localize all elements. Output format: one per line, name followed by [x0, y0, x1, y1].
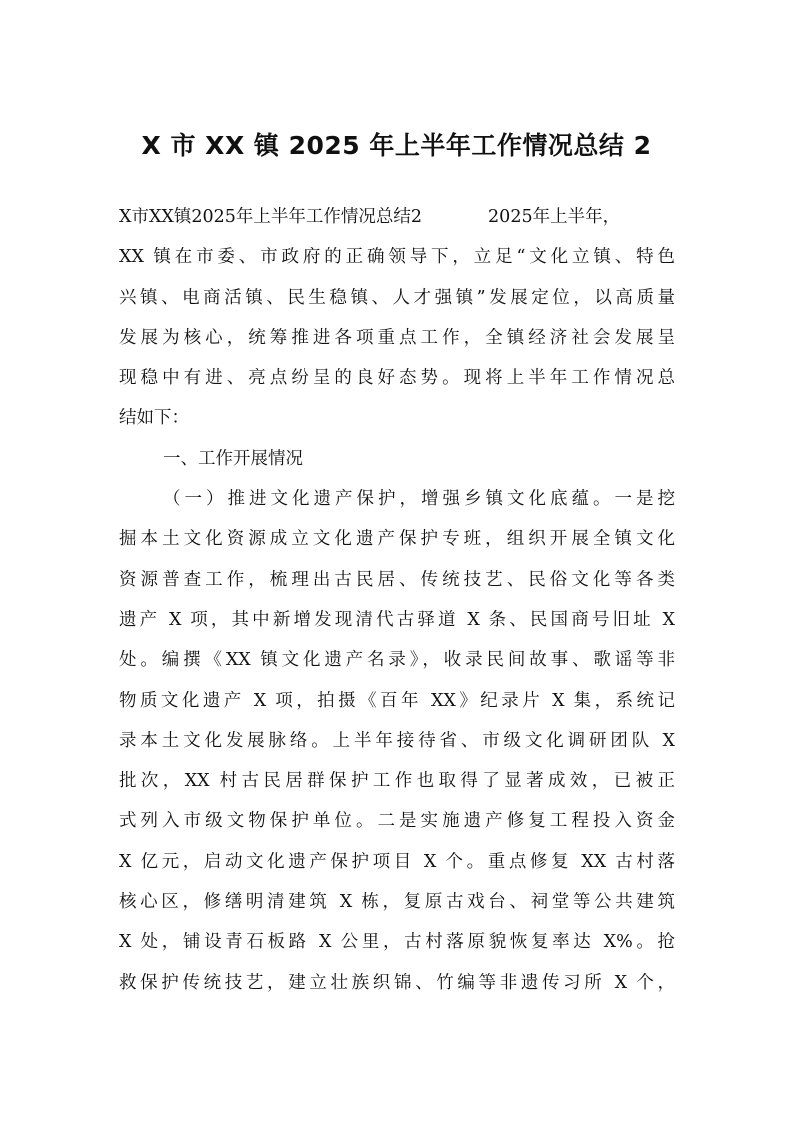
section-heading: 一、工作开展情况: [163, 448, 303, 469]
paragraph-line: 发展为核心，统筹推进各项重点工作，全镇经济社会发展呈: [119, 327, 675, 348]
paragraph-line: [119, 197, 675, 237]
paragraph-line: 式列入市级文物保护单位。二是实施遗产修复工程投入资金: [119, 811, 675, 832]
paragraph-line: 兴镇、电商活镇、民生稳镇、人才强镇”发展定位，以高质量: [119, 287, 675, 308]
intro-lead: X市XX镇2025年上半年工作情况总结2: [119, 207, 423, 227]
document-title: X 市 XX 镇 2025 年上半年工作情况总结 2: [141, 131, 652, 160]
paragraph-line: 处。编撰《XX 镇文化遗产名录》，收录民间故事、歌谣等非: [119, 650, 675, 671]
intro-lead-continuation: 2025年上半年，: [488, 207, 621, 227]
paragraph-line: 遗产 X 项，其中新增发现清代古驿道 X 条、民国商号旧址 X: [119, 609, 675, 630]
document-body: [119, 197, 675, 1003]
paragraph-line: 物质文化遗产 X 项，拍摄《百年 XX》纪录片 X 集，系统记: [119, 690, 675, 711]
paragraph-line: 救保护传统技艺，建立壮族织锦、竹编等非遗传习所 X 个，: [119, 972, 675, 993]
paragraph-line: 录本土文化发展脉络。上半年接待省、市级文化调研团队 X: [119, 730, 675, 751]
paragraph-line: X 亿元，启动文化遗产保护项目 X 个。重点修复 XX 古村落: [119, 851, 675, 872]
paragraph-line: （一）推进文化遗产保护，增强乡镇文化底蕴。一是挖: [163, 489, 675, 510]
paragraph-line: XX 镇在市委、市政府的正确领导下，立足“文化立镇、特色: [119, 247, 675, 268]
paragraph-line: 资源普查工作，梳理出古民居、传统技艺、民俗文化等各类: [119, 569, 675, 590]
paragraph-line: 核心区，修缮明清建筑 X 栋，复原古戏台、祠堂等公共建筑: [119, 892, 675, 913]
paragraph-line: 批次，XX 村古民居群保护工作也取得了显著成效，已被正: [119, 771, 675, 792]
paragraph-line: X 处，铺设青石板路 X 公里，古村落原貌恢复率达 X%。抢: [119, 932, 675, 953]
paragraph-line: 掘本土文化资源成立文化遗产保护专班，组织开展全镇文化: [119, 529, 675, 550]
paragraph-line: 结如下：: [119, 408, 189, 429]
paragraph-line: 现稳中有进、亮点纷呈的良好态势。现将上半年工作情况总: [119, 368, 675, 389]
